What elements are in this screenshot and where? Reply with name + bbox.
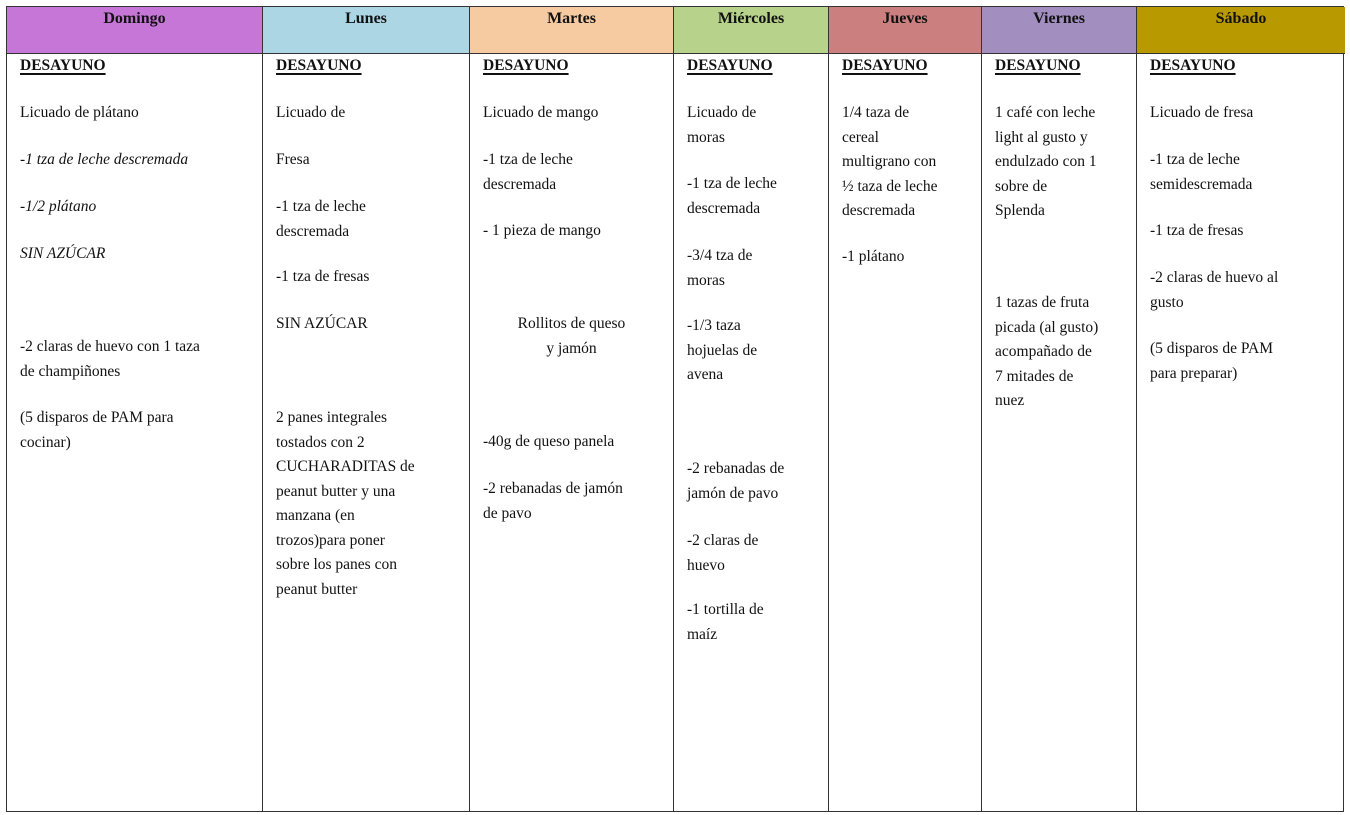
menu-item: -2 claras de huevo con 1 taza de champiñones	[20, 338, 200, 380]
meal-title: DESAYUNO	[483, 57, 569, 74]
menu-item: Licuado de fresa	[1150, 104, 1254, 121]
menu-item: (5 disparos de PAM para cocinar)	[20, 409, 174, 451]
menu-item: -1/3 taza hojuelas de avena	[687, 317, 758, 383]
header-martes: Martes	[470, 7, 673, 54]
menu-item: -1 tza de fresas	[276, 268, 370, 285]
menu-item: -1 tza de leche descremada	[687, 175, 777, 217]
column-sabado	[1137, 7, 1345, 811]
header-lunes: Lunes	[263, 7, 469, 54]
menu-item: -1 tortilla de maíz	[687, 601, 764, 643]
meal-title: DESAYUNO	[687, 57, 773, 74]
menu-item: SIN AZÚCAR	[20, 245, 106, 262]
menu-item: Licuado de plátano	[20, 104, 139, 121]
column-jueves	[829, 7, 982, 811]
weekly-menu-table	[6, 6, 1344, 812]
menu-item: 1 café con leche light al gusto y endulzado con 1 sobre de Splenda	[995, 104, 1097, 219]
menu-item: 2 panes integrales tostados con 2 CUCHARADITAS de peanut butter y una manzana (en trozos)para poner sobre los panes con peanut butter	[276, 409, 415, 598]
header-miercoles: Miércoles	[674, 7, 828, 54]
menu-item: -2 rebanadas de jamón de pavo	[687, 460, 785, 502]
header-viernes: Viernes	[982, 7, 1136, 54]
menu-item: 1/4 taza de cereal multigrano con ½ taza de leche descremada	[842, 104, 938, 219]
column-miercoles	[674, 7, 829, 811]
menu-item: Licuado de mango	[483, 104, 599, 121]
menu-item: Licuado de moras	[687, 104, 757, 146]
menu-item: -2 rebanadas de jamón de pavo	[483, 480, 623, 522]
header-domingo: Domingo	[7, 7, 262, 54]
menu-item: -3/4 tza de moras	[687, 247, 753, 289]
menu-item: -1 tza de fresas	[1150, 222, 1244, 239]
menu-item: -40g de queso panela	[483, 433, 615, 450]
menu-item: -1 tza de leche descremada	[276, 198, 366, 240]
meal-title: DESAYUNO	[842, 57, 928, 74]
menu-item: Rollitos de queso y jamón	[517, 315, 626, 357]
header-sabado: Sábado	[1137, 7, 1345, 54]
menu-item: -2 claras de huevo al gusto	[1150, 269, 1279, 311]
column-domingo	[7, 7, 263, 811]
header-jueves: Jueves	[829, 7, 981, 54]
meal-title: DESAYUNO	[276, 57, 362, 74]
menu-item: SIN AZÚCAR	[276, 315, 368, 332]
menu-item: Fresa	[276, 151, 310, 168]
menu-item: -1 tza de leche descremada	[483, 151, 573, 193]
menu-item: Licuado de	[276, 104, 346, 121]
menu-item: -1 tza de leche descremada	[20, 151, 189, 168]
meal-title: DESAYUNO	[1150, 57, 1236, 74]
column-viernes	[982, 7, 1137, 811]
column-martes	[470, 7, 674, 811]
menu-item: 1 tazas de fruta picada (al gusto) acompañado de 7 mitades de nuez	[995, 294, 1099, 409]
menu-item: -1 plátano	[842, 248, 905, 265]
menu-item: (5 disparos de PAM para preparar)	[1150, 340, 1274, 382]
meal-title: DESAYUNO	[20, 57, 106, 74]
menu-item: - 1 pieza de mango	[483, 222, 601, 239]
column-lunes	[263, 7, 470, 811]
menu-item: -1/2 plátano	[20, 198, 97, 215]
menu-item: -1 tza de leche semidescremada	[1150, 151, 1253, 193]
meal-title: DESAYUNO	[995, 57, 1081, 74]
menu-item: -2 claras de huevo	[687, 532, 759, 574]
